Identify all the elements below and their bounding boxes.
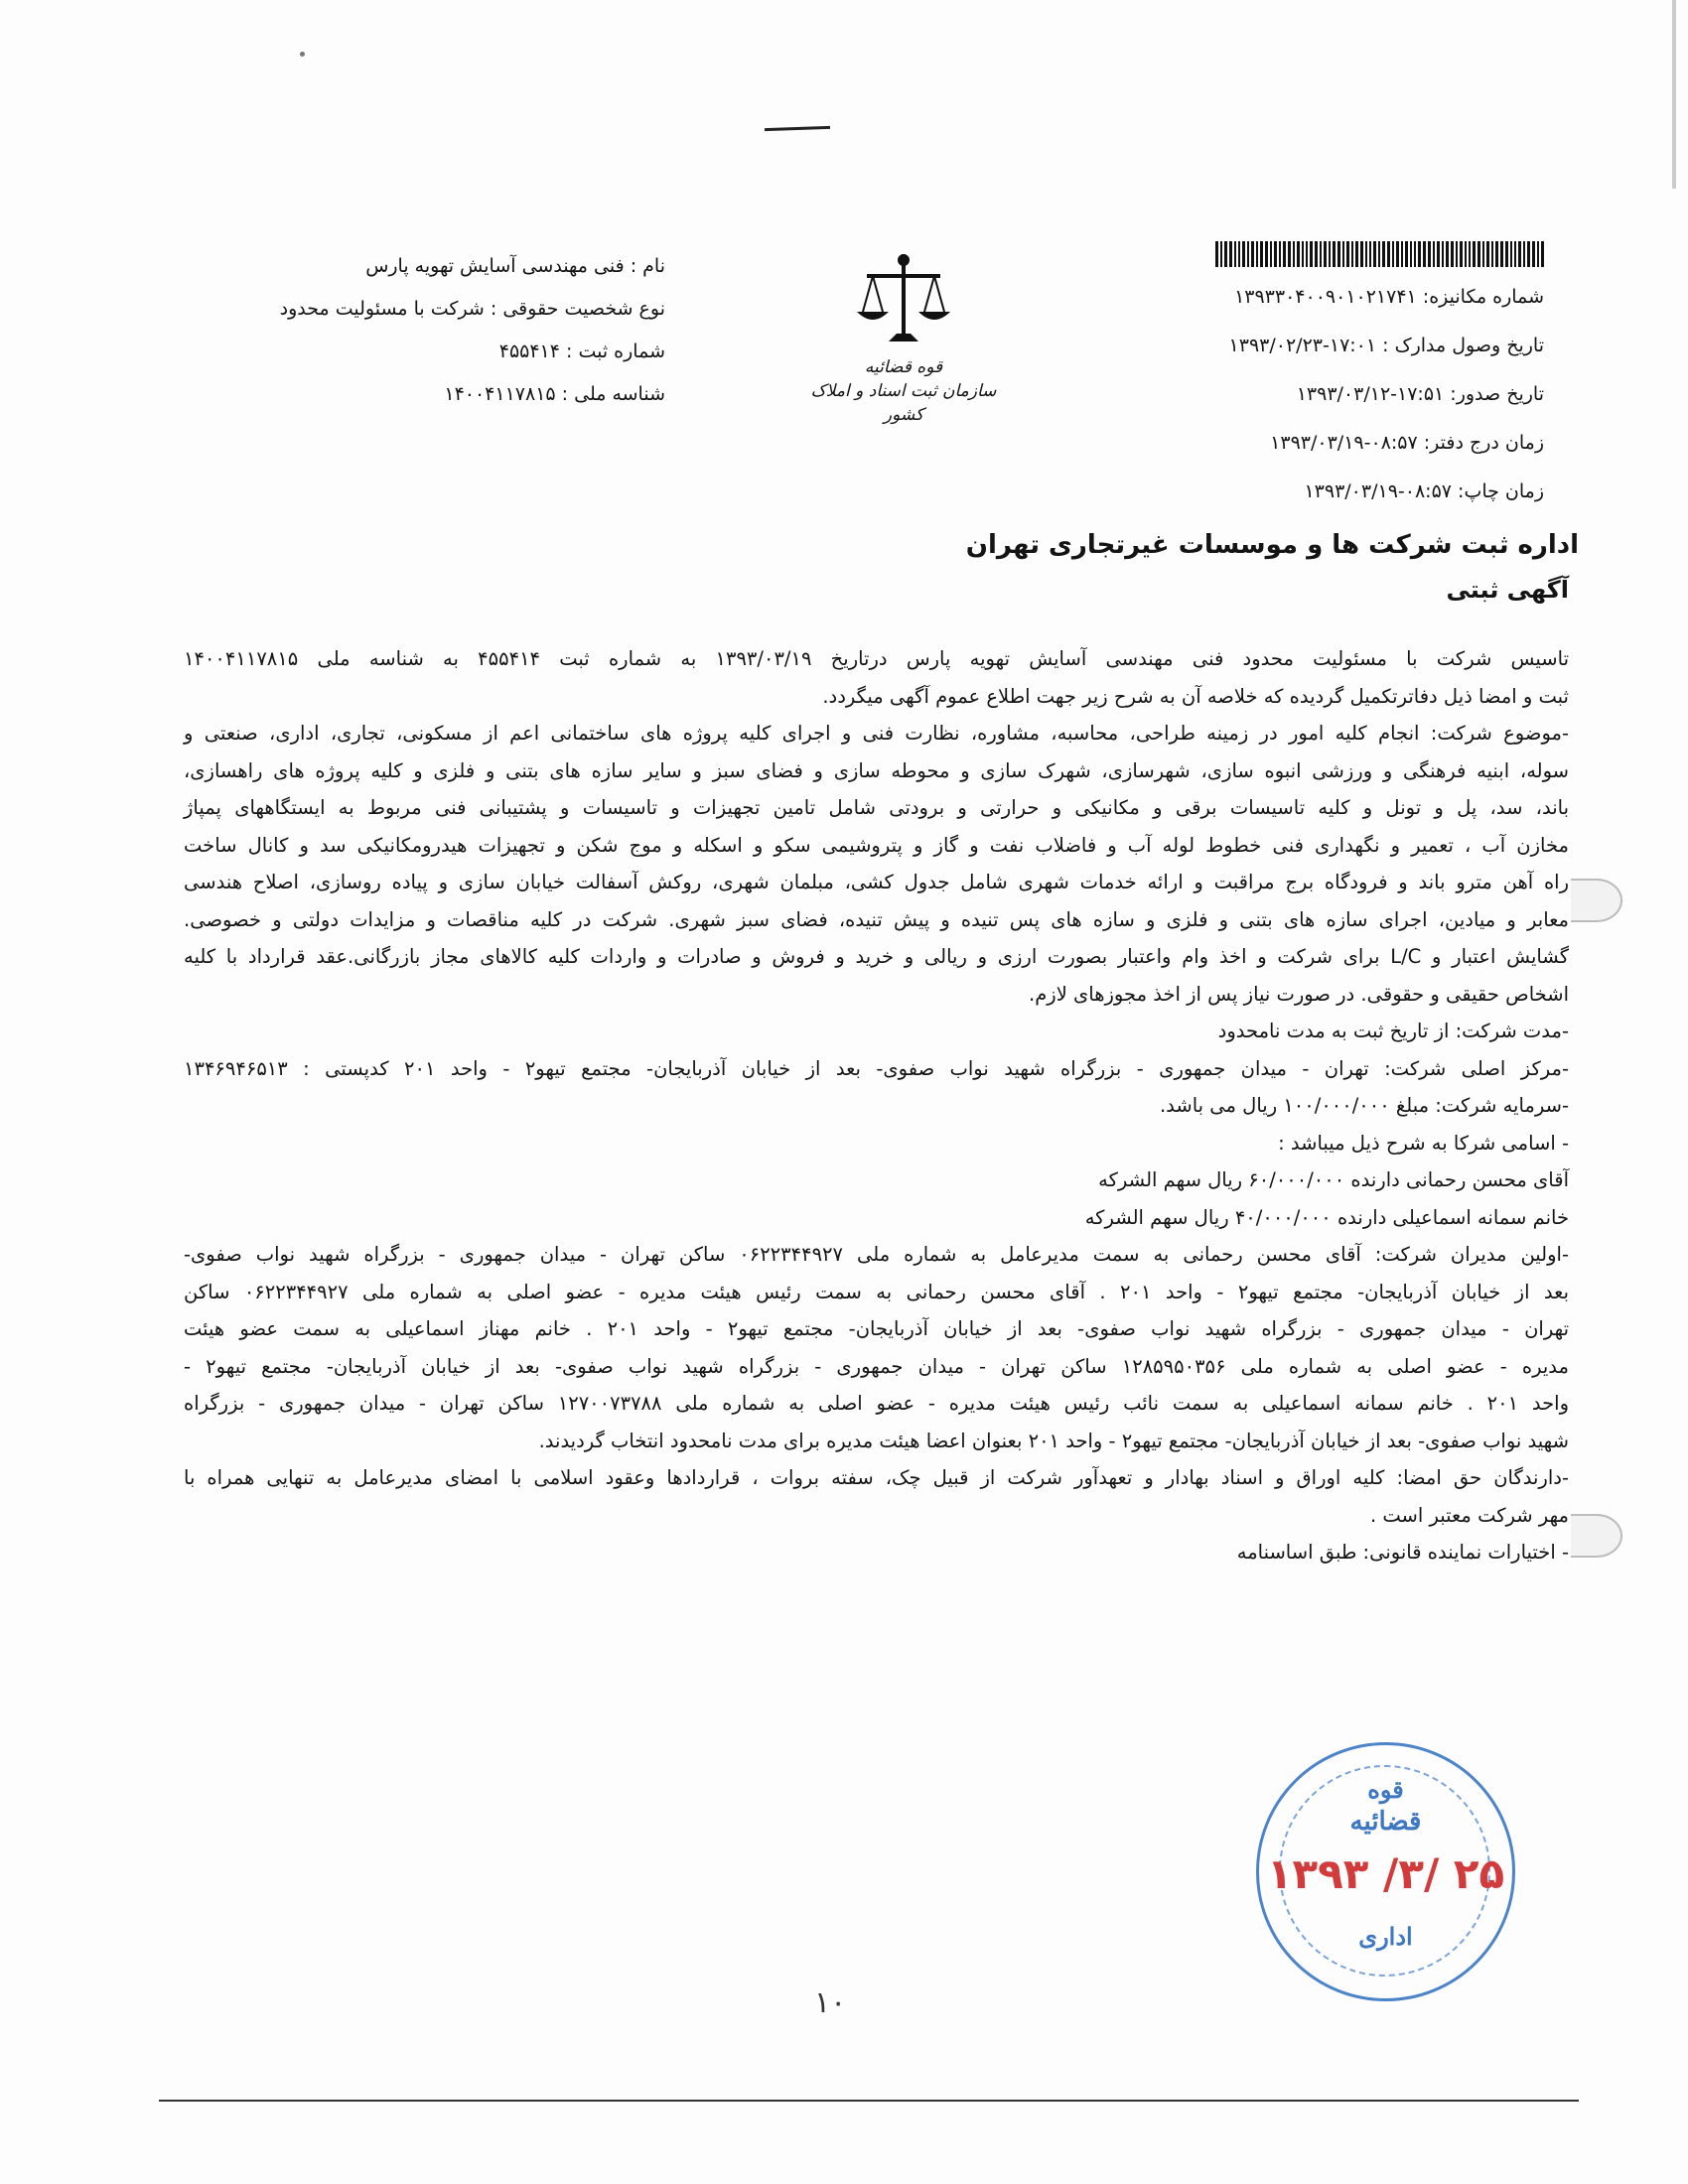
barcode-bar <box>1482 241 1484 267</box>
barcode-bar <box>1302 241 1304 267</box>
body-line: مخازن آب ، تعمیر و نگهداری فنی خطوط لوله آب و فاضلاب نفت و گاز و پتروشیمی سکو و اسکله و موج شکن و تجهیزات هیدرومکانیکی سد و کانال ساخت <box>184 833 1569 857</box>
legal-type: نوع شخصیت حقوقی : شرکت با مسئولیت محدود <box>279 298 665 320</box>
barcode-bar <box>1518 241 1521 267</box>
body-line: مدیره - عضو اصلی به شماره ملی ۱۲۸۵۹۵۰۳۵۶ ساکن تهران - میدان جمهوری - بزرگراه شهید نواب صفوی- بعد از خیابان آذربایجان- مجتمع تیهو۲ - <box>184 1354 1569 1378</box>
barcode-bar <box>1428 241 1431 267</box>
barcode-bar <box>1418 241 1421 267</box>
barcode-bar <box>1437 241 1440 267</box>
barcode-bar <box>1510 241 1512 267</box>
company-name: نام : فنی مهندسی آسایش تهویه پارس <box>365 255 665 277</box>
body-line: تاسیس شرکت با مسئولیت محدود فنی مهندسی آسایش تهویه پارس درتاریخ ۱۳۹۳/۰۳/۱۹ به شماره ثبت ۴۵۵۴۱۴ به شناسه ملی ۱۴۰۰۴۱۱۷۸۱۵ <box>184 647 1569 670</box>
barcode-bar <box>1446 241 1449 267</box>
notice-body <box>184 640 1569 1571</box>
barcode-bar <box>1387 241 1390 267</box>
barcode-bar <box>1477 241 1480 267</box>
body-line: - اختیارات نماینده قانونی: طبق اساسنامه <box>1236 1541 1569 1564</box>
body-line: ثبت و امضا ذیل دفاترتکمیل گردیده که خلاصه آن به شرح زیر جهت اطلاع عموم آگهی میگردد. <box>822 684 1569 708</box>
barcode-bar <box>1306 241 1308 267</box>
mechanized-number: شماره مکانیزه: ۱۳۹۳۳۰۴۰۰۹۰۱۰۲۱۷۴۱ <box>1234 286 1544 308</box>
handwritten-mark: ۱۰ <box>814 1985 847 2020</box>
body-line: -مرکز اصلی شرکت: تهران - میدان جمهوری - بزرگراه شهید نواب صفوی- بعد از خیابان آذربایجان- مجتمع تیهو۲ - واحد ۲۰۱ کدپستی : ۱۳۴۶۹۴۶۵۱۳ <box>184 1056 1569 1080</box>
issue-date: تاریخ صدور: ۱۷:۵۱-۱۳۹۳/۰۳/۱۲ <box>1296 383 1544 405</box>
barcode-bar <box>1360 241 1363 267</box>
barcode-bar <box>1293 241 1295 267</box>
document-meta <box>1127 241 1544 516</box>
stamp-date: ۱۳۹۳ /۳/ ۲۵ <box>1266 1849 1505 1898</box>
body-line: -مدت شرکت: از تاریخ ثبت به مدت نامحدود <box>1217 1020 1569 1042</box>
barcode-bar <box>1247 241 1249 267</box>
barcode-bar <box>1527 241 1530 267</box>
barcode-bar <box>1320 241 1322 267</box>
body-line: -سرمایه شرکت: مبلغ ۱۰۰/۰۰۰/۰۰۰ ریال می باشد. <box>1159 1094 1569 1117</box>
body-line: اشخاص حقیقی و حقوقی. در صورت نیاز پس از اخذ مجوزهای لازم. <box>1029 982 1569 1006</box>
emblem-label-1: قوه قضائیه <box>864 357 943 377</box>
barcode-bar <box>1215 241 1218 267</box>
punch-hole <box>1571 1514 1622 1558</box>
footer-rule <box>159 2100 1579 2102</box>
barcode-bar <box>1297 241 1300 267</box>
barcode-bar <box>1433 241 1435 267</box>
barcode-bar <box>1456 241 1458 267</box>
entry-time: زمان درج دفتر: ۰۸:۵۷-۱۳۹۳/۰۳/۱۹ <box>1270 432 1544 454</box>
barcode-bar <box>1523 241 1525 267</box>
body-line: سوله، ابنیه فرهنگی و ورزشی انبوه سازی، شهرسازی، شهرک سازی و محوطه سازی و فضای سبز و سایر سازه های بتنی و فلزی و کلیه پروژه های راهسازی، <box>184 758 1569 782</box>
barcode-bar <box>1514 241 1516 267</box>
body-line: -اولین مدیران شرکت: آقای محسن رحمانی به سمت مدیرعامل به شماره ملی ۰۶۲۲۳۴۴۹۲۷ ساکن تهران - میدان جمهوری - بزرگراه شهید نواب صفوی- <box>184 1243 1569 1266</box>
barcode-bar <box>1495 241 1498 267</box>
barcode-bar <box>1324 241 1327 267</box>
barcode-bar <box>1465 241 1467 267</box>
pen-mark <box>765 126 830 131</box>
barcode-bar <box>1310 241 1313 267</box>
body-line: -دارندگان حق امضا: کلیه اوراق و اسناد بهادار و تعهدآور شرکت از قبیل چک، سفته بروات ، قراردادها وعقود اسلامی با امضای مدیرعامل به تنهایی همراه با <box>184 1466 1569 1489</box>
stamp-text-2: قضائیه <box>1349 1807 1422 1837</box>
scan-edge <box>1672 0 1676 189</box>
receipt-date: تاریخ وصول مدارک : ۱۷:۰۱-۱۳۹۳/۰۲/۲۳ <box>1228 335 1544 356</box>
body-line: - اسامی شرکا به شرح ذیل میباشد : <box>1278 1131 1569 1155</box>
barcode-bar <box>1329 241 1331 267</box>
barcode-bar <box>1378 241 1380 267</box>
barcode-bar <box>1333 241 1336 267</box>
body-line: معابر و میادین، اجرای سازه های بتنی و فلزی و سازه های پس تنیده و پیش تنیده، فضای سبز شهری. شرکت در کلیه مناقصات و مزایدات دولتی و خصوصی. <box>184 907 1569 931</box>
barcode-bar <box>1256 241 1258 267</box>
barcode-bar <box>1251 241 1254 267</box>
body-line: -موضوع شرکت: انجام کلیه امور در زمینه طراحی، محاسبه، مشاوره، نظارت فنی و اجرای کلیه پروژه های ساختمانی اعم از مسکونی، تجاری، اداری، صنعتی و <box>184 722 1569 745</box>
body-line: تهران - میدان جمهوری - بزرگراه شهید نواب صفوی- بعد از خیابان آذربایجان- مجتمع تیهو۲ - واحد ۲۰۱ . خانم مهناز اسماعیلی به سمت عضو هیئت <box>184 1317 1569 1340</box>
barcode-bar <box>1351 241 1353 267</box>
barcode-bar <box>1337 241 1340 267</box>
barcode-bar <box>1423 241 1426 267</box>
barcode <box>1127 241 1544 267</box>
barcode-bar <box>1396 241 1399 267</box>
barcode-bar <box>1234 241 1236 267</box>
barcode-bar <box>1279 241 1281 267</box>
barcode-bar <box>1288 241 1291 267</box>
body-line: باند، سد، پل و تونل و کلیه تاسیسات برقی و مکانیکی و حرارتی و برودتی شامل تامین تجهیزات و تاسیسات و پشتیبانی فنی مربوط به ایستگاههای پمپاژ <box>184 796 1569 819</box>
notice-title: آگهی ثبتی <box>1446 576 1569 604</box>
body-line: بعد از خیابان آذربایجان- مجتمع تیهو۲ - واحد ۲۰۱ . آقای محسن رحمانی به سمت رئیس هیئت مدیره - عضو اصلی به شماره ملی ۰۶۲۲۳۴۴۹۲۷ ساکن <box>184 1280 1569 1303</box>
scales-of-justice-icon <box>849 246 958 355</box>
barcode-bar <box>1369 241 1371 267</box>
company-info <box>228 245 665 416</box>
barcode-bar <box>1342 241 1344 267</box>
barcode-bar <box>1224 241 1227 267</box>
barcode-bar <box>1491 241 1493 267</box>
barcode-bar <box>1265 241 1268 267</box>
judiciary-emblem <box>804 246 1003 435</box>
office-title: اداره ثبت شرکت ها و موسسات غیرتجاری تهران <box>965 530 1579 560</box>
barcode-bar <box>1414 241 1416 267</box>
registration-number: شماره ثبت : ۴۵۵۴۱۴ <box>498 341 665 362</box>
barcode-bar <box>1242 241 1245 267</box>
barcode-bar <box>1486 241 1489 267</box>
barcode-bar <box>1442 241 1444 267</box>
barcode-bar <box>1505 241 1508 267</box>
barcode-bar <box>1382 241 1385 267</box>
barcode-bar <box>1392 241 1394 267</box>
barcode-bar <box>1401 241 1403 267</box>
official-stamp <box>1256 1742 1515 2001</box>
barcode-bar <box>1541 241 1544 267</box>
body-line: خانم سمانه اسماعیلی دارنده ۴۰/۰۰۰/۰۰۰ ریال سهم الشرکه <box>1084 1205 1569 1229</box>
punch-hole <box>1571 879 1622 922</box>
barcode-bar <box>1451 241 1454 267</box>
body-line: راه آهن مترو باند و فرودگاه برج مراقبت و ارائه خدمات شهری شامل جدول کشی، مبلمان شهری، روکش آسفالت خیابان سازی و پیاده روسازی، اصلاح هندسی <box>184 871 1569 893</box>
barcode-bar <box>1260 241 1263 267</box>
barcode-bar <box>1274 241 1277 267</box>
body-line: شهید نواب صفوی- بعد از خیابان آذربایجان- مجتمع تیهو۲ - واحد ۲۰۱ بعنوان اعضا هیئت مدیره برای مدت نامحدود انتخاب گردیدند. <box>538 1429 1569 1452</box>
barcode-bar <box>1346 241 1349 267</box>
stamp-text-3: اداری <box>1358 1922 1413 1951</box>
print-time: زمان چاپ: ۰۸:۵۷-۱۳۹۳/۰۳/۱۹ <box>1304 480 1544 502</box>
barcode-bar <box>1373 241 1376 267</box>
barcode-bar <box>1283 241 1286 267</box>
barcode-bar <box>1315 241 1318 267</box>
barcode-bar <box>1532 241 1535 267</box>
scan-dot <box>300 52 305 57</box>
barcode-bar <box>1469 241 1471 267</box>
barcode-bar <box>1229 241 1232 267</box>
stamp-text-1: قوه <box>1367 1775 1404 1804</box>
barcode-bar <box>1270 241 1272 267</box>
barcode-bar <box>1500 241 1503 267</box>
body-line: واحد ۲۰۱ . خانم سمانه اسماعیلی به سمت نائب رئیس هیئت مدیره - عضو اصلی به شماره ملی ۱۲۷۰۰۷۳۷۸۸ ساکن تهران - میدان جمهوری - بزرگراه <box>184 1392 1570 1415</box>
barcode-bar <box>1220 241 1222 267</box>
barcode-bar <box>1355 241 1358 267</box>
barcode-bar <box>1473 241 1476 267</box>
barcode-bar <box>1410 241 1412 267</box>
body-line: مهر شرکت معتبر است . <box>1370 1503 1569 1527</box>
barcode-bar <box>1405 241 1408 267</box>
body-line: آقای محسن رحمانی دارنده ۶۰/۰۰۰/۰۰۰ ریال سهم الشرکه <box>1098 1168 1569 1191</box>
national-id: شناسه ملی : ۱۴۰۰۴۱۱۷۸۱۵ <box>444 383 665 405</box>
emblem-label-2: سازمان ثبت اسناد و املاک کشور <box>810 381 997 425</box>
barcode-bar <box>1365 241 1367 267</box>
barcode-bar <box>1537 241 1539 267</box>
body-line: گشایش اعتبار و L/C برای شرکت و اخذ وام واعتبار بصورت ارزی و ریالی و خرید و فروش و صادرات و واردات کلیه کالاهای مجاز بازرگانی.عقد قرارداد با کلیه <box>184 945 1569 968</box>
barcode-bar <box>1460 241 1463 267</box>
barcode-bar <box>1238 241 1240 267</box>
